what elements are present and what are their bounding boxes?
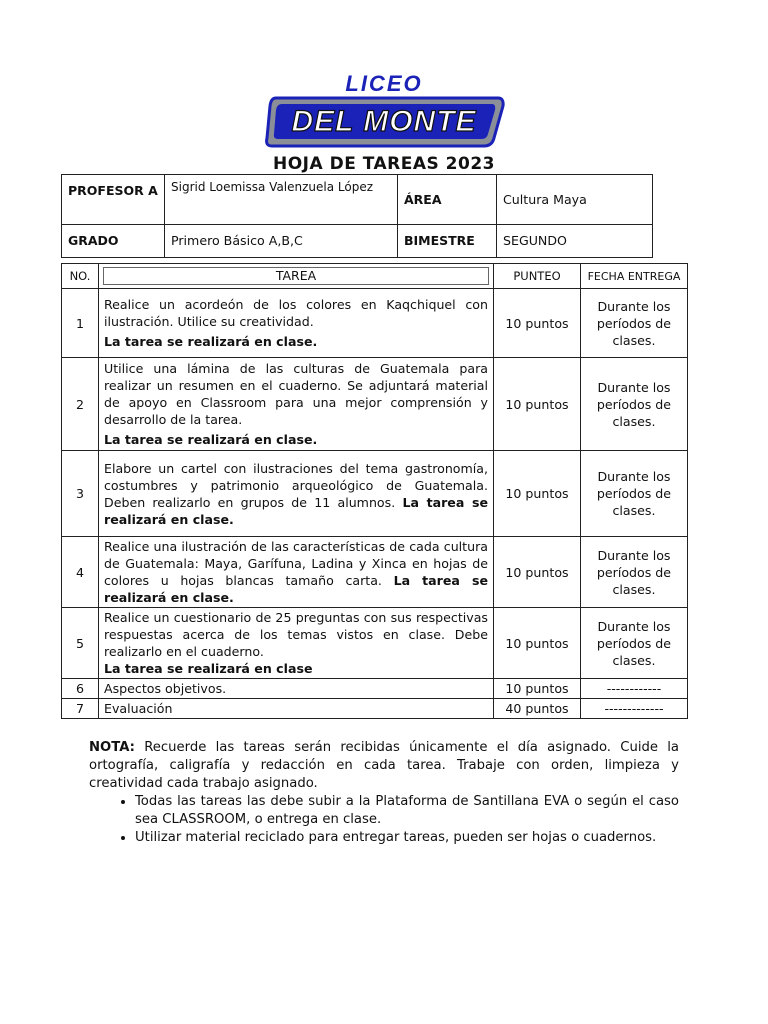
task-due: Durante los períodos de clases. — [581, 451, 688, 537]
table-row — [62, 699, 688, 719]
tasks-table — [61, 263, 688, 719]
task-text: Aspectos objetivos. — [99, 679, 494, 699]
table-row — [62, 537, 688, 608]
header-fecha: FECHA ENTREGA — [581, 264, 688, 289]
task-note: La tarea se realizará en clase — [104, 661, 313, 676]
task-description — [99, 537, 494, 608]
task-due: ------------ — [581, 679, 688, 699]
task-points: 10 puntos — [494, 537, 581, 608]
notes-list — [89, 793, 679, 847]
header-no: NO. — [62, 264, 99, 289]
header-punteo: PUNTEO — [494, 264, 581, 289]
task-due: Durante los períodos de clases. — [581, 537, 688, 608]
task-note: La tarea se realizará en clase. — [104, 573, 488, 605]
task-description — [99, 451, 494, 537]
bimestre-value: SEGUNDO — [497, 225, 653, 258]
task-due: Durante los períodos de clases. — [581, 358, 688, 451]
task-due: Durante los períodos de clases. — [581, 289, 688, 358]
grado-label: GRADO — [62, 225, 165, 258]
table-row — [62, 289, 688, 358]
task-note: La tarea se realizará en clase. — [104, 334, 318, 349]
table-row — [62, 358, 688, 451]
area-value: Cultura Maya — [497, 175, 653, 225]
task-text: Realice un cuestionario de 25 preguntas con sus respectivas respuestas acerca de los temas vistos en clase. Debe realizarlo en el cuaderno. — [104, 610, 488, 659]
task-note: La tarea se realizará en clase. — [104, 494, 488, 527]
nota-paragraph — [89, 739, 679, 793]
row-number: 4 — [62, 537, 99, 608]
nota-text: Recuerde las tareas serán recibidas únicamente el día asignado. Cuide la ortografía, caligrafía y redacción en cada tarea. Trabaje con orden, limpieza y creatividad cada trabajo asignado. — [89, 740, 679, 791]
bimestre-label: BIMESTRE — [398, 225, 497, 258]
list-item: • Todas las tareas las debe subir a la Plataforma de Santillana EVA o según el caso sea CLASSROOM, o entrega en clase. — [135, 793, 679, 829]
school-logo — [262, 72, 506, 152]
info-table — [61, 174, 653, 258]
task-note: La tarea se realizará en clase. — [104, 432, 318, 447]
task-description — [99, 358, 494, 451]
row-number: 6 — [62, 679, 99, 699]
list-item: • Utilizar material reciclado para entregar tareas, pueden ser hojas o cuadernos. — [135, 829, 679, 847]
table-row — [62, 608, 688, 679]
task-text: Evaluación — [99, 699, 494, 719]
area-label: ÁREA — [398, 175, 497, 225]
task-text: Realice una ilustración de las características de cada cultura de Guatemala: Maya, Garífuna, Ladina y Xinca en hojas de colores u hojas blancas tamaño carta. — [104, 539, 488, 588]
document-title: HOJA DE TAREAS 2023 — [273, 154, 495, 174]
profesor-label: PROFESOR A — [62, 175, 165, 225]
task-points: 10 puntos — [494, 679, 581, 699]
header-tarea — [99, 264, 494, 289]
task-points: 10 puntos — [494, 451, 581, 537]
task-text: Utilice una lámina de las culturas de Guatemala para realizar un resumen en el cuaderno. Se adjuntará material de apoyo en Classroom para una mejor comprensión y desarrollo de la tarea. — [104, 361, 488, 427]
task-text: Elabore un cartel con ilustraciones del tema gastronomía, costumbres y patrimonio arqueológico de Guatemala. Deben realizarlo en grupos de 11 alumnos. — [104, 460, 488, 510]
row-number: 7 — [62, 699, 99, 719]
task-due: Durante los períodos de clases. — [581, 608, 688, 679]
header-tarea-label: TAREA — [103, 267, 489, 285]
svg-text:LICEO: LICEO — [345, 72, 423, 96]
table-row — [62, 679, 688, 699]
notes-section — [89, 739, 679, 847]
table-row — [62, 451, 688, 537]
task-description — [99, 289, 494, 358]
task-due: ------------- — [581, 699, 688, 719]
row-number: 5 — [62, 608, 99, 679]
row-number: 3 — [62, 451, 99, 537]
svg-text:DEL MONTE: DEL MONTE — [291, 105, 477, 138]
task-points: 10 puntos — [494, 358, 581, 451]
task-description — [99, 608, 494, 679]
task-text: Realice un acordeón de los colores en Kaqchiquel con ilustración. Utilice su creatividad. — [104, 297, 488, 329]
task-points: 10 puntos — [494, 289, 581, 358]
task-points: 10 puntos — [494, 608, 581, 679]
profesor-value: Sigrid Loemissa Valenzuela López — [165, 175, 398, 225]
row-number: 2 — [62, 358, 99, 451]
nota-label: NOTA: — [89, 740, 135, 755]
row-number: 1 — [62, 289, 99, 358]
task-points: 40 puntos — [494, 699, 581, 719]
grado-value: Primero Básico A,B,C — [165, 225, 398, 258]
